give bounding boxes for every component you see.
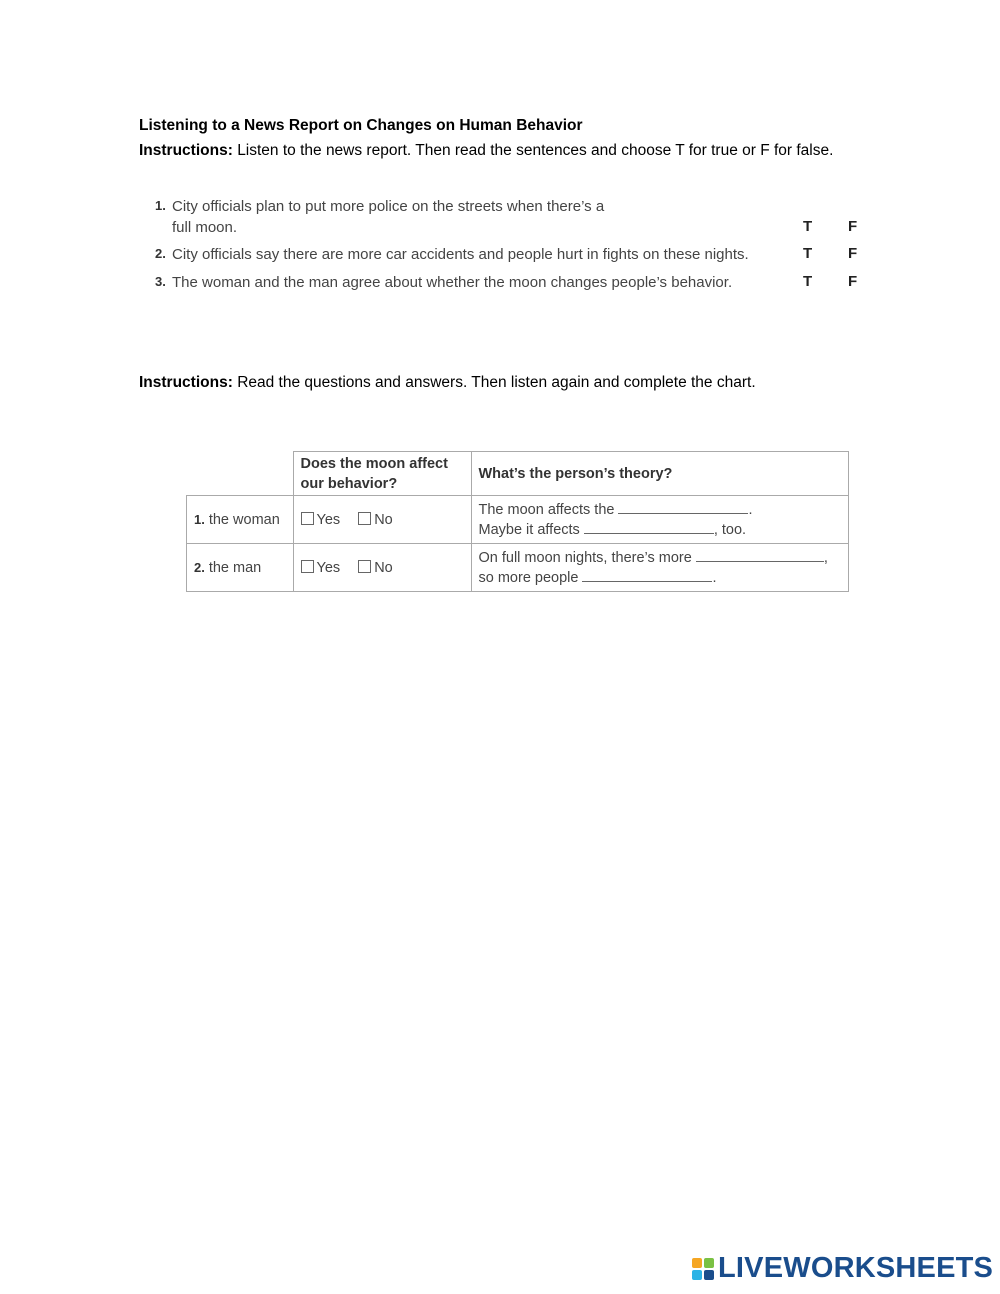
logo-square [704,1270,714,1280]
answer-blank[interactable] [584,521,714,534]
person-cell [187,544,294,592]
false-option[interactable]: F [848,273,858,290]
yes-no-cell [293,496,471,544]
true-option[interactable]: T [803,218,813,235]
checkbox-icon[interactable] [301,512,314,525]
instructions-label: Instructions: [139,142,233,159]
item-number: 2. [155,246,166,261]
item-text: City officials plan to put more police on the streets when there’s a full moon. [172,198,605,236]
worksheet-title: Listening to a News Report on Changes on Human Behavior [139,117,583,134]
checkbox-icon[interactable] [358,560,371,573]
table-row [187,544,849,592]
chart-header-row [187,452,849,496]
true-option[interactable]: T [803,245,813,262]
person-cell [187,496,294,544]
answer-blank[interactable] [582,569,712,582]
logo-square [704,1258,714,1268]
no-option[interactable]: No [358,512,393,528]
row-number: 2. [194,559,205,575]
header-theory: What’s the person’s theory? [471,452,849,496]
item-number: 3. [155,274,166,289]
yes-option[interactable]: Yes [301,512,341,528]
checkbox-icon[interactable] [358,512,371,525]
item-number: 1. [155,198,166,213]
yes-option[interactable]: Yes [301,560,341,576]
header-moon-affect: Does the moon affect our behavior? [293,452,471,496]
instructions-text: Listen to the news report. Then read the sentences and choose T for true or F for false. [237,142,834,159]
row-number: 1. [194,511,205,527]
item-text: City officials say there are more car accidents and people hurt in fights on these nights. [172,246,749,263]
checkbox-icon[interactable] [301,560,314,573]
instructions-chart [139,371,839,395]
instructions-text: Read the questions and answers. Then listen again and complete the chart. [237,374,756,391]
table-row [187,496,849,544]
theory-cell: On full moon nights, there’s more , so more people . [471,544,849,592]
false-option[interactable]: F [848,245,858,262]
logo-square [692,1270,702,1280]
false-option[interactable]: F [848,218,858,235]
theory-chart [186,451,849,592]
instructions-label: Instructions: [139,374,233,391]
liveworksheets-logo-icon [692,1258,714,1280]
brand-name: LIVEWORKSHEETS [718,1252,994,1284]
theory-cell: The moon affects the . Maybe it affects , too. [471,496,849,544]
instructions-true-false [139,139,839,163]
answer-blank[interactable] [696,549,824,562]
true-option[interactable]: T [803,273,813,290]
answer-blank[interactable] [618,501,748,514]
empty-header-cell [187,452,294,496]
item-text: The woman and the man agree about whether the moon changes people’s behavior. [172,274,733,291]
logo-square [692,1258,702,1268]
no-option[interactable]: No [358,560,393,576]
person-label: the man [208,559,262,576]
person-label: the woman [208,511,280,528]
yes-no-cell [293,544,471,592]
